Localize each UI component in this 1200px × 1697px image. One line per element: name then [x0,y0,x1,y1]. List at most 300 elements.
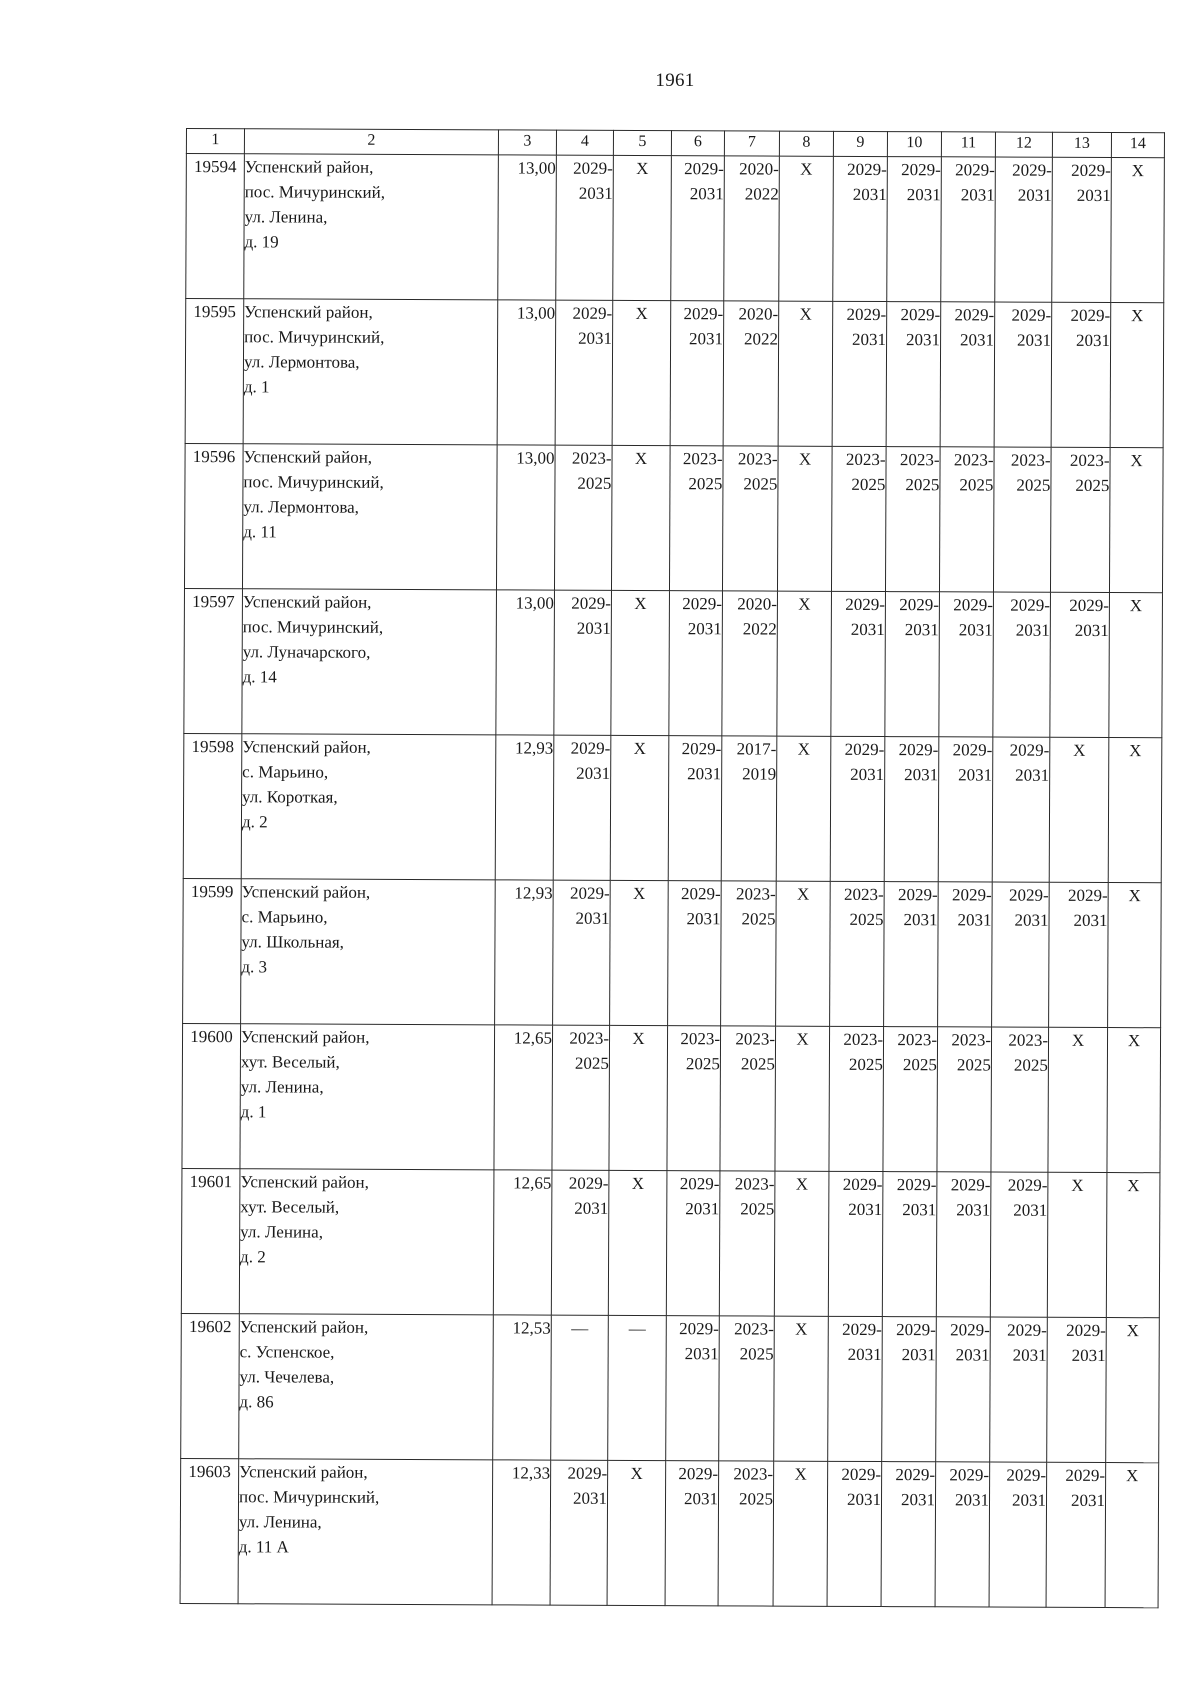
period-cell [881,1462,936,1607]
period-line: 2029- [954,305,995,325]
period-cell [1050,447,1110,592]
column-header: 9 [833,131,887,156]
period-line: 2031 [852,184,887,205]
period-line: 2031 [687,619,722,639]
address-cell [240,1024,495,1170]
address-line: д. 1 [240,1102,267,1122]
period-cell [993,592,1051,737]
period-cell [668,881,722,1026]
address-line: ул. Короткая, [242,787,338,807]
address-line: д. 11 [243,522,277,542]
period-line: 2029- [680,884,721,904]
value-cell [495,735,554,880]
period-line: 2031 [572,1488,608,1508]
value-text: 13,00 [516,448,555,468]
address-cell [244,154,499,300]
value-cell [495,880,554,1025]
period-cell [887,157,942,302]
column-header: 11 [941,132,995,157]
period-line: 2031 [1015,620,1050,640]
period-cell [554,445,612,590]
not-applicable-mark: X [1107,1028,1161,1173]
not-applicable-mark: X [1110,303,1164,448]
period-line: 2029- [952,740,993,760]
period-line: 2029- [571,593,611,613]
period-line: 2031 [1014,910,1049,930]
not-applicable-mark: X [1109,593,1163,738]
period-line: 2029- [896,1320,936,1340]
period-cell [1046,1462,1106,1607]
not-applicable-mark: X [774,1171,829,1316]
period-cell [939,447,994,592]
not-applicable-mark: X [610,880,669,1025]
period-cell [1049,882,1109,1027]
period-line: 2023- [680,1029,721,1049]
period-cell [719,1316,775,1461]
period-cell [990,1172,1048,1317]
period-cell [828,1171,883,1316]
period-cell [832,301,887,446]
period-line: 2029- [1066,1320,1106,1341]
value-cell [496,445,555,590]
period-line: 2031 [852,329,887,350]
address-line: хут. Веселый, [240,1052,340,1072]
period-cell [554,590,612,735]
table-row [182,1023,1161,1172]
period-line: 2023- [1010,450,1051,470]
value-text: 12,33 [511,1463,551,1483]
period-line: 2023- [1008,1030,1049,1050]
period-cell [1052,157,1112,302]
period-line: 2029- [1067,885,1108,906]
value-text: 12,65 [513,1173,552,1193]
period-line: 2029- [1006,1465,1047,1485]
period-line: 2031 [1070,1490,1106,1511]
period-line: 2031 [1071,1345,1106,1366]
period-line: 2029- [1010,595,1050,615]
address-cell [239,1314,494,1460]
not-applicable-mark: X [1108,883,1162,1028]
not-applicable-mark: X [776,881,831,1026]
not-applicable-mark: X [777,591,832,736]
period-line: 2029- [895,1465,936,1485]
address-line: д. 2 [240,1247,266,1267]
period-cell [718,1461,774,1606]
address-line: д. 3 [241,957,268,977]
not-applicable-mark: X [1108,738,1162,883]
period-line: 2023- [899,450,940,470]
period-line: 2031 [687,764,722,784]
value-cell [498,155,557,300]
period-line: 2029- [842,1319,882,1340]
period-line: 2025 [1075,475,1110,496]
period-line: 2025 [959,475,994,495]
period-line: 2029- [950,1175,991,1195]
period-line: 2031 [846,1489,882,1510]
period-line: 2029- [1007,1175,1048,1195]
not-applicable-mark: X [607,1460,666,1605]
period-line: 2029- [682,594,722,614]
table-row [181,1168,1160,1317]
not-applicable-mark: X [1106,1173,1160,1318]
period-cell [721,736,777,881]
period-cell [827,1461,882,1606]
period-line: 2023- [845,449,886,470]
period-cell [666,1171,720,1316]
period-line: 2017- [736,739,777,759]
period-line: 2031 [576,763,611,783]
period-cell [935,1462,990,1607]
period-line: 2031 [956,1200,991,1220]
address-line: Успенский район, [244,302,373,322]
period-line: 2029- [899,595,939,615]
period-line: 2031 [1076,185,1111,206]
period-line: 2023- [1069,450,1110,471]
period-line: 2023- [733,1464,774,1484]
record-number: 19596 [184,443,243,588]
value-cell [496,590,555,735]
period-cell [989,1462,1047,1607]
period-line: 2025 [743,474,778,494]
period-line: 2029- [953,595,993,615]
period-line: 2031 [1013,1200,1048,1220]
period-line: 2031 [903,910,938,930]
table-row [185,299,1164,448]
period-cell [724,156,780,301]
address-line: пос. Мичуринский, [244,182,386,202]
value-cell [493,1170,552,1315]
address-line: с. Успенское, [239,1342,335,1362]
period-line: 2025 [851,474,886,495]
period-line: 2025 [688,474,723,494]
value-text: 12,93 [514,883,553,903]
period-cell [995,157,1053,302]
table-row [184,443,1163,592]
period-line: 2023- [897,1030,938,1050]
period-line: 2029- [681,739,722,759]
period-cell [1050,592,1110,737]
period-cell [1047,1317,1107,1462]
address-line: ул. Чечелева, [239,1367,335,1387]
period-line: 2025 [848,1054,883,1075]
period-cell [670,301,724,446]
period-line: 2031 [1073,910,1108,931]
period-cell [830,736,885,881]
period-cell [936,1172,991,1317]
period-line: 2025 [577,473,612,493]
address-line: д. 19 [244,232,279,252]
not-applicable-mark: X [610,735,669,880]
period-line: 2029- [897,885,938,905]
period-cell [940,302,995,447]
period-line: 2031 [1015,765,1050,785]
period-line: 2025 [740,1054,775,1074]
address-line: Успенский район, [240,1172,369,1192]
not-applicable-mark: X [1106,1318,1160,1463]
period-line: 2031 [847,1344,882,1365]
period-line: 2023- [843,884,884,905]
period-line: 2031 [960,185,995,205]
period-cell [831,591,886,736]
address-line: Успенский район, [240,1027,370,1047]
period-cell [991,1027,1049,1172]
period-cell [993,447,1051,592]
period-cell [550,1460,608,1605]
value-cell [492,1460,551,1605]
record-number: 19602 [181,1313,240,1458]
not-applicable-mark: X [778,301,833,446]
period-cell [938,737,993,882]
period-line: 2029- [898,740,939,760]
not-applicable-mark: X [611,590,670,735]
period-line: 2029- [1009,740,1050,760]
period-cell [719,1171,775,1316]
record-number: 19603 [180,1458,239,1603]
period-line: 2029- [1069,595,1109,616]
period-line: 2031 [850,619,885,640]
period-cell [721,881,777,1026]
period-cell [552,1025,610,1170]
record-number: 19598 [183,733,242,878]
record-number: 19595 [185,299,244,444]
period-line: 2031 [686,909,721,929]
period-cell [885,447,940,592]
period-line: 2029- [950,1320,990,1340]
period-cell [830,881,885,1026]
address-cell [241,734,496,880]
table-row [183,878,1162,1027]
table-row [184,588,1163,737]
period-cell [1051,302,1111,447]
period-line: 2031 [685,1199,720,1219]
period-line: 2029- [567,1463,608,1483]
address-line: Успенский район, [241,882,371,902]
address-line: пос. Мичуринский, [238,1487,380,1507]
period-cell [829,1026,884,1171]
period-line: 2025 [1013,1055,1048,1075]
period-line: 2029- [842,1174,883,1195]
period-line: 2022 [742,619,777,639]
period-cell [556,155,614,300]
not-applicable-mark: X [611,445,670,590]
table-body [180,154,1164,1608]
period-line: 2029- [949,1465,990,1485]
period-line: 2029- [572,303,613,323]
not-applicable-mark: X [608,1170,667,1315]
period-line: 2031 [906,330,941,350]
not-applicable-mark: X [613,155,672,300]
address-line: с. Марьино, [242,762,329,782]
period-line: 2025 [956,1055,991,1075]
column-header: 7 [724,131,779,156]
period-cell [992,737,1050,882]
address-line: ул. Лермонтова, [243,497,359,517]
period-line: 2023- [735,1029,776,1049]
value-text: 13,00 [515,593,554,613]
period-line: 2029- [951,885,992,905]
period-cell [671,156,725,301]
table-row [181,1313,1160,1462]
period-line: 2031 [955,1345,990,1365]
period-line: 2031 [1076,330,1111,351]
address-line: ул. Ленина, [238,1512,322,1532]
period-line: 2023- [843,1029,884,1050]
column-header: 4 [556,130,613,155]
period-line: 2029- [683,304,724,324]
period-line: 2031 [689,329,724,349]
table-row [183,733,1162,882]
not-applicable-mark: X [612,300,671,445]
period-cell [553,880,611,1025]
address-line: с. Марьино, [241,907,328,927]
address-line: пос. Мичуринский, [243,472,384,492]
period-line: 2029- [1071,160,1111,181]
address-cell [238,1459,493,1605]
period-line: 2031 [578,328,613,348]
period-line: 2031 [901,1345,936,1365]
period-line: 2023- [571,448,612,468]
period-cell [720,1026,776,1171]
period-line: 2023- [951,1030,992,1050]
column-header: 6 [671,131,724,156]
period-cell [884,882,939,1027]
period-cell [723,301,779,446]
period-cell [994,302,1052,447]
period-line: 2031 [906,185,941,205]
period-cell [941,157,996,302]
column-header: 2 [244,129,498,155]
address-line: пос. Мичуринский, [244,327,385,347]
period-line: 2029- [847,159,887,180]
period-line: 2031 [958,620,993,640]
not-applicable-mark: X [1111,158,1165,303]
period-cell [937,1027,992,1172]
period-line: 2023- [734,1319,774,1339]
record-number: 19599 [183,878,242,1023]
table-row [186,154,1165,303]
address-line: Успенский район, [242,737,371,757]
address-cell [242,589,497,735]
not-applicable-mark: X [777,446,832,591]
column-header: 3 [498,130,556,155]
value-cell [494,1025,553,1170]
period-line: 2029- [678,1464,719,1484]
period-cell [555,300,613,445]
period-cell [669,591,723,736]
period-line: 2029- [1070,305,1111,326]
period-cell [722,446,778,591]
address-line: Успенский район, [242,592,372,612]
period-line: 2029- [900,305,941,325]
period-line: 2031 [684,1344,719,1364]
value-text: 12,65 [513,1028,553,1048]
period-line: 2031 [689,184,724,204]
period-line: 2023- [734,1174,775,1194]
record-number: 19601 [181,1168,240,1313]
address-cell [241,879,496,1025]
period-cell [884,737,939,882]
period-line: 2029- [841,1464,882,1485]
period-line: 2031 [904,765,939,785]
period-line: 2029- [955,160,995,180]
period-line: 2031 [576,618,611,638]
period-line: 2025 [849,909,884,930]
period-line: 2020- [738,304,779,324]
period-line: 2029- [844,739,885,760]
period-line: 2029- [846,304,887,325]
record-number: 19597 [184,588,243,733]
not-applicable-mark: X [1048,1027,1108,1172]
period-line: 2031 [957,910,992,930]
period-cell [936,1317,991,1462]
period-line: 2029- [1007,1320,1047,1340]
address-line: Успенский район, [239,1462,368,1482]
not-applicable-mark: X [776,736,831,881]
period-line: 2022 [744,184,779,204]
column-header: 5 [613,130,671,155]
address-line: ул. Ленина, [240,1077,324,1097]
address-line: ул. Школьная, [241,932,345,952]
address-line: д. 1 [243,377,270,397]
period-line: 2025 [1016,475,1051,495]
period-cell [667,1026,721,1171]
not-applicable-mark: X [1109,448,1163,593]
address-cell [239,1169,494,1315]
period-cell [833,156,888,301]
period-line: 2031 [683,1489,719,1509]
column-header: 14 [1111,133,1164,158]
period-line: 2023- [953,450,994,470]
address-cell [243,299,498,445]
period-cell [828,1316,883,1461]
period-cell [831,446,886,591]
period-line: 2029- [1008,885,1049,905]
period-cell [885,592,940,737]
period-line: 2031 [578,183,613,203]
period-cell [992,882,1050,1027]
period-line: 2023- [682,449,723,469]
period-cell [882,1317,937,1462]
address-line: ул. Лермонтова, [243,352,360,372]
period-line: 2031 [954,1490,990,1510]
page-number: 1961 [655,70,695,91]
column-header: 12 [995,132,1052,157]
table-row [180,1458,1159,1607]
value-text: 12,53 [512,1318,551,1338]
period-line: 2023- [735,884,776,904]
not-applicable-mark: X [1049,737,1109,882]
column-header: 13 [1052,132,1111,157]
address-line: хут. Веселый, [240,1197,340,1217]
period-cell [666,1316,720,1461]
address-line: д. 2 [241,812,268,832]
address-line: д. 86 [239,1392,274,1412]
not-applicable-mark: X [774,1316,829,1461]
period-line: 2029- [573,158,613,178]
period-line: 2019 [742,764,777,784]
period-line: 2029- [1011,305,1052,325]
period-line: 2031 [900,1490,936,1510]
period-line: 2023- [737,449,778,469]
period-cell [669,446,723,591]
not-applicable-mark: X [773,1461,828,1606]
record-number: 19594 [186,154,245,299]
period-cell [665,1461,719,1606]
not-applicable-mark: X [779,156,834,301]
period-cell [938,882,993,1027]
period-line: 2031 [575,908,610,928]
period-line: 2029- [896,1175,937,1195]
